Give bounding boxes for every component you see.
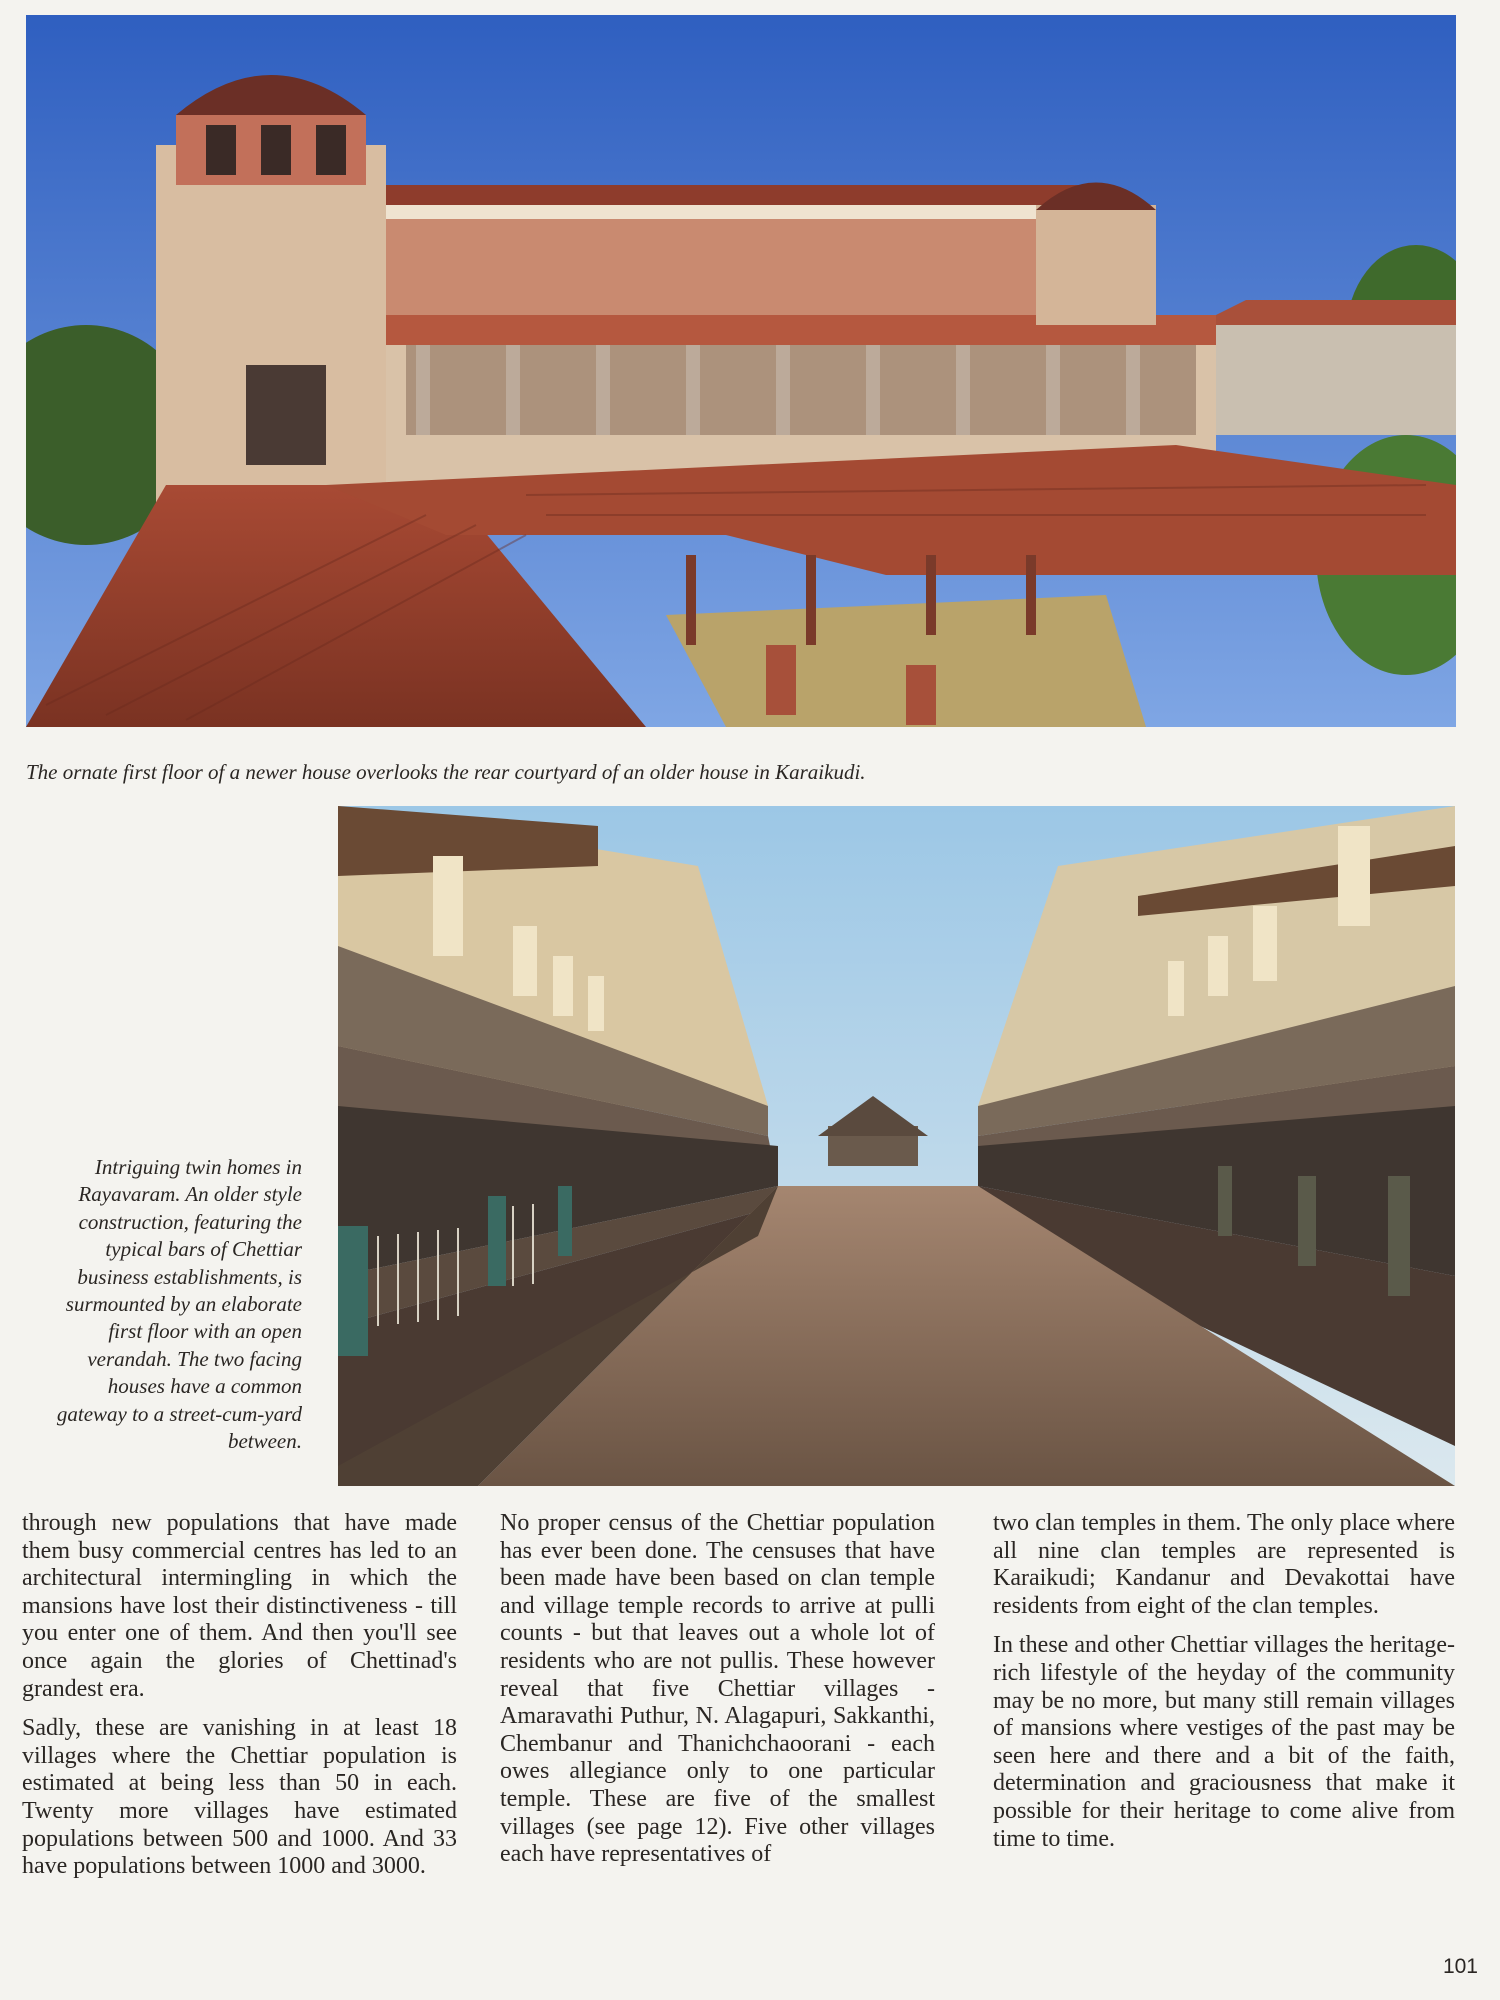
paragraph: In these and other Chettiar villages the heritage-rich lifestyle of the heyday of the community may be no more, but many still remain villages of mansions where vestiges of the past may be seen here and there and a bit of the faith, determination and graciousness that make it possible for their heritage to come alive from time to time. <box>993 1632 1455 1852</box>
photo1-caption: The ornate first floor of a newer house overlooks the rear courtyard of an older house in Karaikudi. <box>26 760 866 784</box>
photo-rayavaram-twin-homes <box>338 806 1455 1486</box>
paragraph: Sadly, these are vanishing in at least 18 villages where the Chettiar population is estimated at being less than 50 in each. Twenty more villages have estimated populations between 500 and 1000. And 33 have populations between 1000 and 3000. <box>22 1715 457 1880</box>
mansion-courtyard-image <box>26 15 1456 727</box>
text-column-3 <box>993 1510 1455 1865</box>
photo-karaikudi-mansion <box>26 15 1456 727</box>
paragraph: two clan temples in them. The only place where all nine clan temples are represented is Karaikudi; Kandanur and Devakottai have residents from eight of the clan temples. <box>993 1510 1455 1619</box>
text-column-1 <box>22 1510 457 1893</box>
photo2-caption: Intriguing twin homes in Rayavaram. An older style construction, featuring the typical bars of Chettiar business establishments, is surmounted by an elaborate first floor with an open verandah. The two facing houses have a common gateway to a street-cum-yard between. <box>56 1155 302 1454</box>
paragraph: through new populations that have made them busy commercial centres has led to an architectural intermingling in which the mansions have lost their distinctiveness - till you enter one of them. And then you'll see once again the glories of Chettinad's grandest era. <box>22 1510 457 1702</box>
page-number: 101 <box>1442 1955 1478 1978</box>
twin-homes-street-image <box>338 806 1455 1486</box>
paragraph: No proper census of the Chettiar population has ever been done. The censuses that have been made have been based on clan temple and village temple records to arrive at pulli counts - but that leaves out a whole lot of residents who are not pullis. These however reveal that five Chettiar villages - Amaravathi Puthur, N. Alagapuri, Sakkanthi, Chembanur and Thanichchaoorani - each owes allegiance only to one particular temple. These are five of the smallest villages (see page 12). Five other villages each have representatives of <box>500 1510 935 1868</box>
text-column-2 <box>500 1510 935 1881</box>
